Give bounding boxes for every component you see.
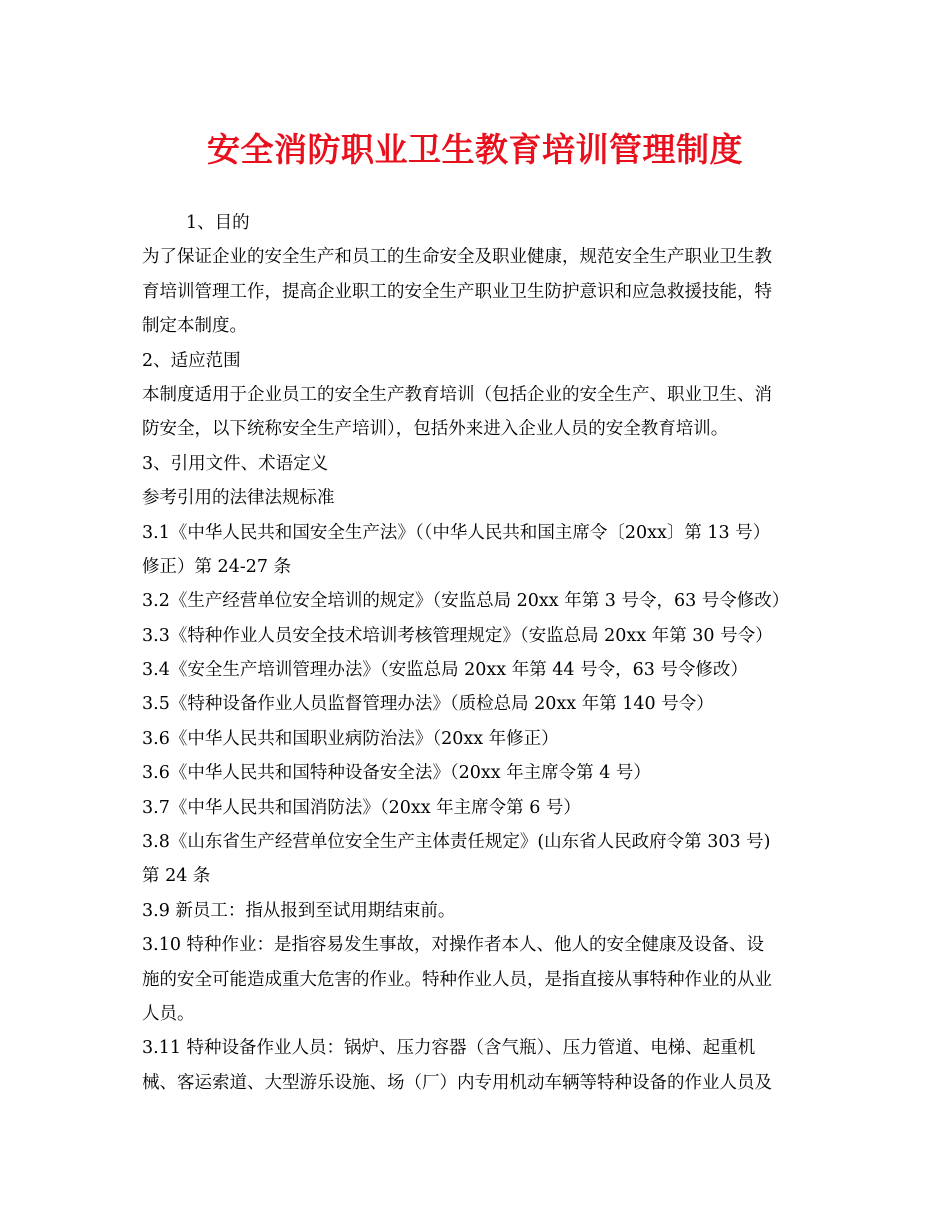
reference-item: 3.1《中华人民共和国安全生产法》（（中华人民共和国主席令〔20xx〕第 13 号） [142,522,771,543]
paragraph-line: 育培训管理工作，提高企业职工的安全生产职业卫生防护意识和应急救援技能，特 [142,281,772,302]
paragraph-line: 为了保证企业的安全生产和员工的生命安全及职业健康，规范安全生产职业卫生教 [142,247,772,268]
reference-item-continued: 第 24 条 [142,866,211,887]
reference-item: 3.6《中华人民共和国职业病防治法》（20xx 年修正） [142,728,559,749]
definition-item: 3.10 特种作业：是指容易发生事故，对操作者本人、他人的安全健康及设备、设 [142,935,765,956]
paragraph-line: 防安全，以下统称安全生产培训），包括外来进入企业人员的安全教育培训。 [142,419,729,440]
document-title: 安全消防职业卫生教育培训管理制度 [207,130,743,169]
reference-item: 3.8《山东省生产经营单位安全生产主体责任规定》(山东省人民政府令第 303 号) [142,832,771,853]
document-body [142,206,814,1100]
paragraph-line: 制定本制度。 [142,316,247,337]
reference-item: 3.5《特种设备作业人员监督管理办法》（质检总局 20xx 年第 140 号令） [142,694,714,715]
reference-item: 3.2《生产经营单位安全培训的规定》（安监总局 20xx 年第 3 号令，63 号令修改） [142,591,790,612]
definition-item-continued: 械、客运索道、大型游乐设施、场（厂）内专用机动车辆等特种设备的作业人员及 [142,1072,772,1093]
section-heading-references: 3、引用文件、术语定义 [142,453,329,474]
reference-item: 3.3《特种作业人员安全技术培训考核管理规定》（安监总局 20xx 年第 30 号令） [142,625,773,646]
paragraph-line: 参考引用的法律法规标准 [142,488,335,509]
reference-item: 3.7《中华人民共和国消防法》（20xx 年主席令第 6 号） [142,797,581,818]
reference-item-continued: 修正）第 24-27 条 [142,556,292,577]
reference-item: 3.6《中华人民共和国特种设备安全法》（20xx 年主席令第 4 号） [142,763,651,784]
paragraph-line: 本制度适用于企业员工的安全生产教育培训（包括企业的安全生产、职业卫生、消 [142,384,772,405]
definition-item: 3.9 新员工：指从报到至试用期结束前。 [142,900,456,921]
definition-item-continued: 人员。 [142,1003,195,1024]
definition-item-continued: 施的安全可能造成重大危害的作业。特种作业人员，是指直接从事特种作业的从业 [142,969,772,990]
section-heading-purpose: 1、目的 [186,213,250,233]
section-heading-scope: 2、适应范围 [142,350,241,371]
reference-item: 3.4《安全生产培训管理办法》（安监总局 20xx 年第 44 号令，63 号令修改） [142,660,748,681]
definition-item: 3.11 特种设备作业人员：锅炉、压力容器（含气瓶）、压力管道、电梯、起重机 [142,1038,756,1059]
